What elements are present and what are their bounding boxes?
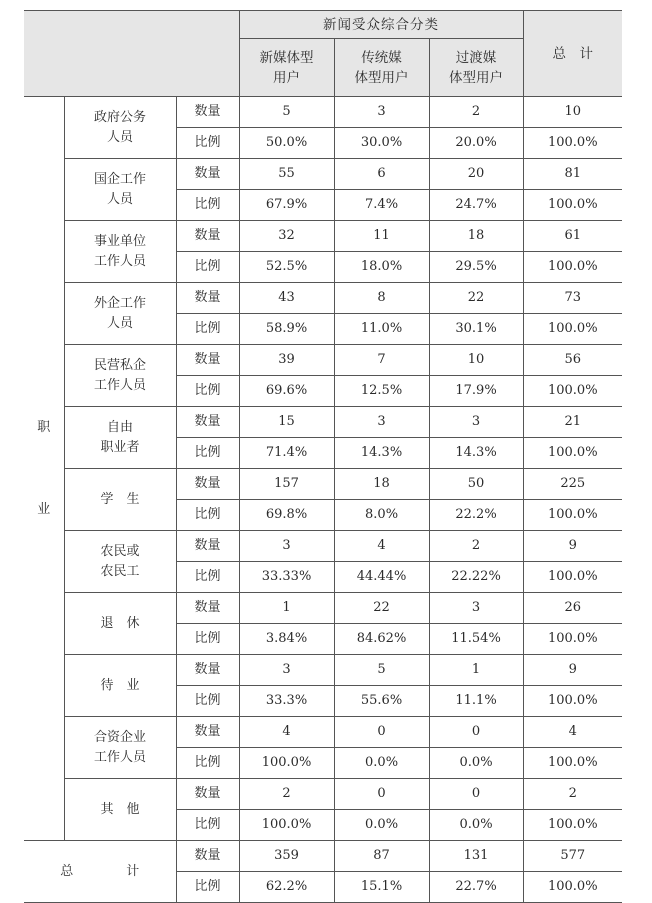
- total-ratio-cell: 100.0%: [523, 872, 622, 903]
- ratio-cell: 22.2%: [429, 500, 523, 531]
- ratio-cell: 20.0%: [429, 128, 523, 159]
- metric-label-count: 数量: [176, 779, 239, 810]
- ratio-cell: 11.0%: [334, 314, 429, 345]
- count-cell: 1: [429, 655, 523, 686]
- ratio-cell: 100.0%: [523, 252, 622, 283]
- ratio-cell: 8.0%: [334, 500, 429, 531]
- metric-label-count: 数量: [176, 655, 239, 686]
- count-cell: 0: [334, 779, 429, 810]
- metric-label-count: 数量: [176, 345, 239, 376]
- count-cell: 10: [429, 345, 523, 376]
- group-label: 学 生: [64, 469, 176, 531]
- group-label: 农民或 农民工: [64, 531, 176, 593]
- table-row: [24, 283, 622, 314]
- side-label-char: 业: [37, 501, 51, 517]
- ratio-cell: 55.6%: [334, 686, 429, 717]
- count-cell: 9: [523, 655, 622, 686]
- total-ratio-cell: 15.1%: [334, 872, 429, 903]
- count-cell: 2: [239, 779, 334, 810]
- header-col-transitional: 过渡媒 体型用户: [429, 39, 523, 97]
- ratio-cell: 100.0%: [523, 624, 622, 655]
- metric-label-ratio: 比例: [176, 872, 239, 903]
- metric-label-count: 数量: [176, 97, 239, 128]
- ratio-cell: 14.3%: [334, 438, 429, 469]
- table-row: [24, 469, 622, 500]
- table-row: [24, 345, 622, 376]
- metric-label-ratio: 比例: [176, 562, 239, 593]
- total-ratio-cell: 62.2%: [239, 872, 334, 903]
- table-row: [24, 97, 622, 128]
- count-cell: 55: [239, 159, 334, 190]
- group-label: 政府公务 人员: [64, 97, 176, 159]
- ratio-cell: 67.9%: [239, 190, 334, 221]
- count-cell: 3: [334, 97, 429, 128]
- ratio-cell: 50.0%: [239, 128, 334, 159]
- ratio-cell: 30.0%: [334, 128, 429, 159]
- ratio-cell: 12.5%: [334, 376, 429, 407]
- count-cell: 2: [429, 531, 523, 562]
- metric-label-ratio: 比例: [176, 500, 239, 531]
- count-cell: 3: [429, 593, 523, 624]
- ratio-cell: 84.62%: [334, 624, 429, 655]
- count-cell: 26: [523, 593, 622, 624]
- side-label-occupation: [24, 97, 64, 841]
- count-cell: 61: [523, 221, 622, 252]
- count-cell: 50: [429, 469, 523, 500]
- ratio-cell: 24.7%: [429, 190, 523, 221]
- table-row: [24, 717, 622, 748]
- metric-label-count: 数量: [176, 469, 239, 500]
- ratio-cell: 17.9%: [429, 376, 523, 407]
- count-cell: 225: [523, 469, 622, 500]
- metric-label-count: 数量: [176, 717, 239, 748]
- ratio-cell: 0.0%: [429, 748, 523, 779]
- ratio-cell: 69.8%: [239, 500, 334, 531]
- ratio-cell: 7.4%: [334, 190, 429, 221]
- total-count-cell: 87: [334, 841, 429, 872]
- table-row: [24, 531, 622, 562]
- table-row: [24, 407, 622, 438]
- ratio-cell: 100.0%: [523, 376, 622, 407]
- group-label: 自由 职业者: [64, 407, 176, 469]
- metric-label-count: 数量: [176, 407, 239, 438]
- metric-label-ratio: 比例: [176, 252, 239, 283]
- ratio-cell: 100.0%: [523, 438, 622, 469]
- count-cell: 2: [523, 779, 622, 810]
- count-cell: 32: [239, 221, 334, 252]
- ratio-cell: 0.0%: [334, 748, 429, 779]
- count-cell: 0: [334, 717, 429, 748]
- count-cell: 2: [429, 97, 523, 128]
- metric-label-ratio: 比例: [176, 376, 239, 407]
- count-cell: 20: [429, 159, 523, 190]
- total-ratio-cell: 22.7%: [429, 872, 523, 903]
- group-label: 国企工作 人员: [64, 159, 176, 221]
- total-count-cell: 131: [429, 841, 523, 872]
- count-cell: 21: [523, 407, 622, 438]
- count-cell: 4: [239, 717, 334, 748]
- count-cell: 18: [429, 221, 523, 252]
- ratio-cell: 0.0%: [429, 810, 523, 841]
- total-row: [24, 841, 622, 872]
- table-row: [24, 221, 622, 252]
- ratio-cell: 100.0%: [239, 748, 334, 779]
- count-cell: 5: [334, 655, 429, 686]
- metric-label-count: 数量: [176, 221, 239, 252]
- metric-label-ratio: 比例: [176, 686, 239, 717]
- count-cell: 0: [429, 717, 523, 748]
- ratio-cell: 11.54%: [429, 624, 523, 655]
- count-cell: 0: [429, 779, 523, 810]
- ratio-cell: 58.9%: [239, 314, 334, 345]
- group-label: 其 他: [64, 779, 176, 841]
- group-label: 待 业: [64, 655, 176, 717]
- ratio-cell: 69.6%: [239, 376, 334, 407]
- ratio-cell: 100.0%: [523, 810, 622, 841]
- count-cell: 39: [239, 345, 334, 376]
- ratio-cell: 3.84%: [239, 624, 334, 655]
- metric-label-ratio: 比例: [176, 624, 239, 655]
- count-cell: 81: [523, 159, 622, 190]
- group-label: 民营私企 工作人员: [64, 345, 176, 407]
- count-cell: 43: [239, 283, 334, 314]
- ratio-cell: 0.0%: [334, 810, 429, 841]
- ratio-cell: 71.4%: [239, 438, 334, 469]
- ratio-cell: 100.0%: [239, 810, 334, 841]
- metric-label-ratio: 比例: [176, 810, 239, 841]
- count-cell: 4: [334, 531, 429, 562]
- count-cell: 15: [239, 407, 334, 438]
- ratio-cell: 100.0%: [523, 562, 622, 593]
- ratio-cell: 52.5%: [239, 252, 334, 283]
- header-total: 总 计: [523, 11, 622, 97]
- count-cell: 7: [334, 345, 429, 376]
- ratio-cell: 33.3%: [239, 686, 334, 717]
- ratio-cell: 100.0%: [523, 128, 622, 159]
- metric-label-count: 数量: [176, 159, 239, 190]
- ratio-cell: 11.1%: [429, 686, 523, 717]
- count-cell: 6: [334, 159, 429, 190]
- total-count-cell: 577: [523, 841, 622, 872]
- ratio-cell: 18.0%: [334, 252, 429, 283]
- group-label: 外企工作 人员: [64, 283, 176, 345]
- table-row: [24, 159, 622, 190]
- ratio-cell: 29.5%: [429, 252, 523, 283]
- count-cell: 3: [239, 655, 334, 686]
- count-cell: 10: [523, 97, 622, 128]
- metric-label-count: 数量: [176, 531, 239, 562]
- ratio-cell: 33.33%: [239, 562, 334, 593]
- metric-label-count: 数量: [176, 283, 239, 314]
- metric-label-ratio: 比例: [176, 190, 239, 221]
- count-cell: 22: [429, 283, 523, 314]
- ratio-cell: 44.44%: [334, 562, 429, 593]
- count-cell: 22: [334, 593, 429, 624]
- total-count-cell: 359: [239, 841, 334, 872]
- header-group-title: 新闻受众综合分类: [239, 11, 523, 39]
- count-cell: 157: [239, 469, 334, 500]
- metric-label-ratio: 比例: [176, 128, 239, 159]
- ratio-cell: 100.0%: [523, 190, 622, 221]
- header-col-traditional: 传统媒 体型用户: [334, 39, 429, 97]
- ratio-cell: 100.0%: [523, 314, 622, 345]
- count-cell: 8: [334, 283, 429, 314]
- count-cell: 18: [334, 469, 429, 500]
- ratio-cell: 22.22%: [429, 562, 523, 593]
- table-row: [24, 655, 622, 686]
- total-label: 总 计: [24, 841, 176, 903]
- ratio-cell: 100.0%: [523, 500, 622, 531]
- count-cell: 9: [523, 531, 622, 562]
- count-cell: 56: [523, 345, 622, 376]
- count-cell: 11: [334, 221, 429, 252]
- count-cell: 4: [523, 717, 622, 748]
- count-cell: 3: [429, 407, 523, 438]
- data-table: [24, 10, 622, 903]
- ratio-cell: 100.0%: [523, 748, 622, 779]
- count-cell: 1: [239, 593, 334, 624]
- ratio-cell: 14.3%: [429, 438, 523, 469]
- count-cell: 73: [523, 283, 622, 314]
- side-label-char: 职: [37, 419, 51, 435]
- count-cell: 3: [334, 407, 429, 438]
- metric-label-ratio: 比例: [176, 314, 239, 345]
- table-row: [24, 779, 622, 810]
- metric-label-count: 数量: [176, 593, 239, 624]
- header-blank-cell: [24, 11, 239, 97]
- ratio-cell: 30.1%: [429, 314, 523, 345]
- header-col-new-media: 新媒体型 用户: [239, 39, 334, 97]
- count-cell: 5: [239, 97, 334, 128]
- count-cell: 3: [239, 531, 334, 562]
- metric-label-ratio: 比例: [176, 438, 239, 469]
- metric-label-ratio: 比例: [176, 748, 239, 779]
- table-row: [24, 593, 622, 624]
- metric-label-count: 数量: [176, 841, 239, 872]
- ratio-cell: 100.0%: [523, 686, 622, 717]
- group-label: 事业单位 工作人员: [64, 221, 176, 283]
- group-label: 退 休: [64, 593, 176, 655]
- group-label: 合资企业 工作人员: [64, 717, 176, 779]
